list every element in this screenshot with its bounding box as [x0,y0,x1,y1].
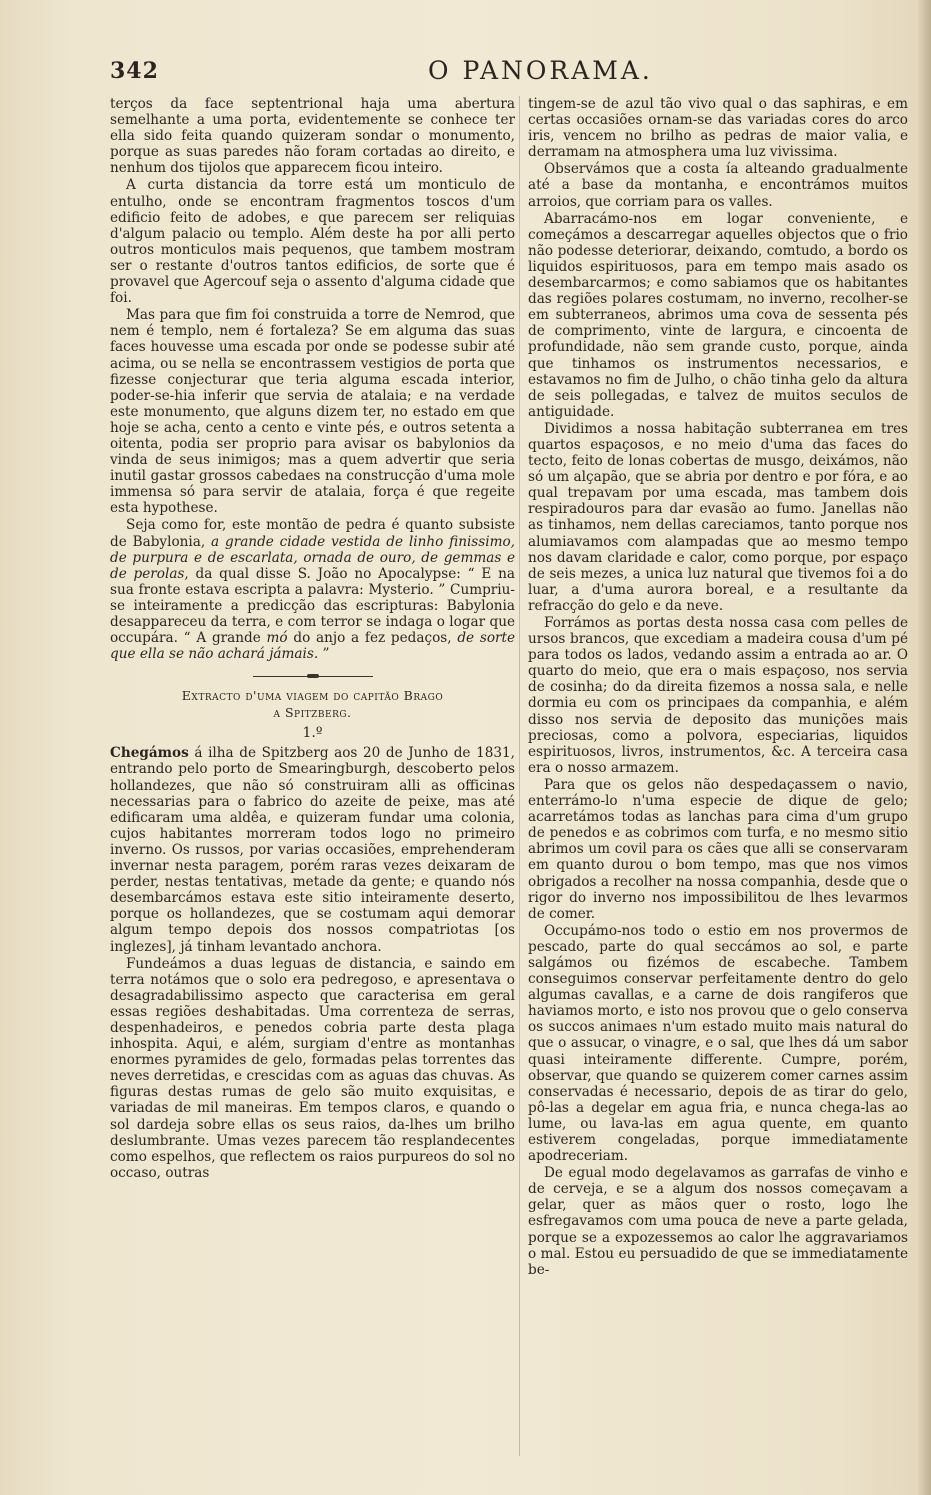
column-gutter [519,96,520,1456]
italic-run: mó [266,630,288,647]
text-run: ” [318,646,330,663]
section-divider [253,676,373,677]
paragraph: A curta distancia da torre está um monticulo de entulho, onde se encontram fragmentos toscos d'um edificio feito de adobes, e que parecem ser reliquias d'algum palacio ou templo. Além deste ha por alli perto outros monticulos mais pequenos, que tambem mostram ser o restante d'outros tantos edificios, de sorte que é provavel que Agercouf seja o assento d'alguma cidade que foi. [110,177,515,307]
opening-word: Chegámos [110,745,189,762]
paragraph: Para que os gelos não despedaçassem o navio, enterrámo-lo n'uma especie de dique de gelo; acarretámos todas as lanchas para cima d'um grupo de penedos e as cobrimos com turfa, e no mesmo sitio abrimos um covil para os cães que alli se conservaram em quanto durou o bom tempo, mas que nos vimos obrigados a recolher na nossa companhia, desde que o rigor do inverno nos impossibilitou de lhes levarmos de comer. [528,776,908,922]
paragraph: Mas para que fim foi construida a torre de Nemrod, que nem é templo, nem é fortaleza? Se em alguma das suas faces houvesse uma escada por onde se podesse subir até acima, ou se nella se encontrassem vestigios de porta que fizesse conjecturar que teria alguma escada interior, poder-se-hia inferir que servia de atalaia; e na verdade este monumento, que alguns dizem ter, no estado em que hoje se acha, cento a cento e vinte pés, e outros setenta a oitenta, podia ser proprio para avisar os babylonios da vinda de seus inimigos; mas a quem advertir que seria inutil gastar grossos cabedaes na construcção d'uma mole immensa só para servir de atalaia, força é que regeite esta hypothese. [110,307,515,517]
running-title: O PANORAMA. [428,56,653,85]
italic-run: de sorte que ella se não achará jámais. [110,630,515,663]
paragraph: Fundeámos a duas leguas de distancia, e saindo em terra notámos que o solo era pedregoso, e apresentava o desagradabilissimo aspecto que caracterisa em geral essas regiões deshabitadas. Uma correnteza de serras, despenhadeiros, e penedos cobria parte desta plaga inhospita. Aqui, e além, surgiam d'entre as montanhas enormes pyramides de gelo, formadas pelas torrentes das neves derretidas, e crescidas com as aguas das chuvas. As figuras destas rumas de gelo são muito exquisitas, e variadas de mil maneiras. Em tempos claros, e quando o sol dardeja sobre ellas os seus raios, da-lhes um brilho deslumbrante. Umas vezes parecem tão resplandecentes como espelhos, que reflectem os raios purpureos do sol no occaso, outras [110,955,515,1181]
page-edge-shadow [917,0,931,1495]
page-number: 342 [110,58,159,84]
section-number: 1.º [302,725,323,742]
page-header [110,56,910,88]
section-title [110,687,515,721]
paragraph: Dividimos a nossa habitação subterranea em tres quartos espaçosos, e no meio d'uma das faces do tecto, feito de lonas cobertas de musgo, deixámos, não só um alçapão, que se abria por dentro e por fóra, e ao qual trepavam por uma escada, mas tambem dois respiradouros para dar evasão ao fumo. Janellas não as tinhamos, nem dellas careciamos, tanto porque nos alumiavamos com alampadas que ao mesmo tempo nos davam claridade e calor, como porque, por espaço de seis mezes, a unica luz natural que tivemos foi a do luar, a d'uma aurora boreal, e a resultante da refracção do gelo e da neve. [528,420,908,614]
section-title-line: a Spitzberg. [273,705,352,721]
section-title-line: Extracto d'uma viagem do capitão Brago [181,688,444,704]
text-run: do anjo a fez pedaços, [287,630,458,647]
paragraph: Observámos que a costa ía alteando gradualmente até a base da montanha, e encontrámos muitos arroios, que corriam para os valles. [528,161,908,210]
paragraph [110,745,515,954]
paragraph: Occupámo-nos todo o estio em nos provermos de pescado, parte do qual seccámos ao sol, e parte salgámos ou fizémos de escabeche. Tambem conseguimos conservar perfeitamente dentro do gelo algumas cavallas, e a carne de dois rangiferos que haviamos morto, e isto nos provou que o gelo conserva os succos animaes n'um estado muito mais natural do que o assucar, o vinagre, e o sal, que lhes dá um sabor quasi inteiramente differente. Cumpre, porém, observar, que quando se quizerem comer carnes assim conservadas é necessario, depois de as tirar do gelo, pô-las a degelar em agua fria, e nunca chega-las ao lume, ou lava-las em agua quente, em quanto estiverem congeladas, porque immediatamente apodreceriam. [528,922,908,1165]
italic-run: a grande cidade vestida de linho finissimo, de purpura e de escarlata, ornada de ouro, de gemmas e de perolas [110,533,515,582]
text-run: Seja como for, este montão de pedra é quanto subsiste de Babylonia, [110,517,515,550]
left-column [110,96,515,1466]
paragraph: tingem-se de azul tão vivo qual o das saphiras, e em certas occasiões ornam-se das variadas cores do arco iris, vencem no brilho as pedras de maior valia, e derramam na atmosphera uma luz vivissima. [528,96,908,161]
right-column [528,96,908,1466]
paragraph: De egual modo degelavamos as garrafas de vinho e de cerveja, e se a algum dos nossos começavam a gelar, quer as mãos quer o rosto, logo lhe esfregavamos com uma pouca de neve a parte gelada, porque se a expozessemos ao calor lhe aggravariamos o mal. Estou eu persuadido de que se immediatamente be- [528,1165,908,1278]
paragraph: Abarracámo-nos em logar conveniente, e começámos a descarregar aquelles objectos que o frio não podesse deteriorar, deixando, comtudo, a bordo os liquidos espirituosos, para em tempo mais asado os desembarcarmos; e como sabiamos que os habitantes das regiões polares costumam, no inverno, recolher-se em subterraneos, abrimos uma cova de sessenta pés de comprimento, vinte de largura, e cincoenta de profundidade, não sem grande custo, porque, ainda que tinhamos os instrumentos necessarios, e estavamos no fim de Julho, o chão tinha gelo da altura de seis pollegadas, e talvez de muitos seculos de antiguidade. [528,210,908,420]
text-run: , da qual disse S. João no Apocalypse: “ E na sua fronte estava escripta a palavra: Mysterio. ” Cumpriu-se inteiramente a predicção das escripturas: Babylonia desappareceu da terra, e com terror se indaga o logar que occupára. “ A grande [110,565,515,647]
paragraph: terços da face septentrional haja uma abertura semelhante a uma porta, evidentemente se conhece ter ella sido feita quando quizeram sondar o monumento, porque as suas paredes não foram cortadas ao direito, e nenhum dos tijolos que apparecem ficou inteiro. [110,96,515,177]
paragraph [110,517,515,662]
text-run: á ilha de Spitzberg aos 20 de Junho de 1831, entrando pelo porto de Smearingburgh, descoberto pelos hollandezes, que não só construiram alli as officinas necessarias para o fabrico do azeite de peixe, mas até edificaram uma aldêa, e quizeram fundar uma colonia, cujos habitantes morreram todos logo no primeiro inverno. Os russos, por varias occasiões, emprehenderam invernar nesta paragem, porém raras vezes deixaram de perder, nestas tentativas, metade da gente; e quando nós desembarcámos estava este sitio inteiramente deserto, porque os hollandezes, que se costumam aqui demorar algum tempo depois dos nossos compatriotas [os inglezes], já tinham levantado anchora. [110,745,515,955]
paragraph: Forrámos as portas desta nossa casa com pelles de ursos brancos, que excediam a madeira cousa d'um pé para todos os lados, vedando assim a entrada ao ar. O quarto do meio, que era o mais espaçoso, nos servia de cosinha; do da direita fizemos a nossa sala, e nelle dormia eu com os principaes da companhia, e além disso nos servia de deposito das munições mais preciosas, como a polvora, especiarias, liquidos espirituosos, livros, instrumentos, &c. A terceira casa era o nosso armazem. [528,615,908,776]
